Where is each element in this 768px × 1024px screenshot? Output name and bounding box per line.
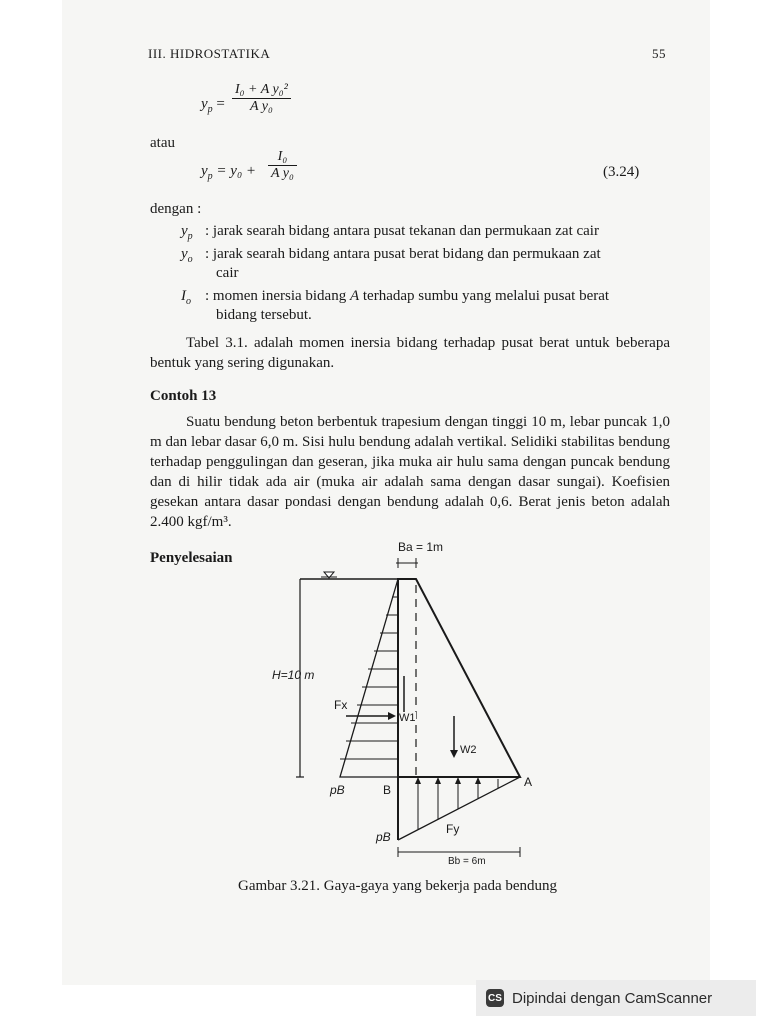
eq1-numerator: I₀ + A y₀² [235, 82, 288, 97]
def-yp-text: : jarak searah bidang antara pusat tekanan dan permukaan zat cair [205, 223, 599, 239]
chapter-header: III. HIDROSTATIKA [148, 46, 271, 61]
w2-label: W2 [460, 744, 477, 756]
fx-label: Fx [334, 698, 348, 712]
def-io-cont: bidang tersebut. [216, 307, 312, 323]
def-io-symbol: $I_o$ [181, 288, 191, 307]
eq2-numerator: I₀ [277, 149, 288, 164]
figure-caption: Gambar 3.21. Gaya-gaya yang bekerja pada bendung [238, 878, 558, 894]
point-a-label: A [524, 775, 533, 789]
bb-label: Bb = 6m [448, 856, 486, 867]
pb-bottom-label: pB [376, 830, 391, 844]
camscanner-badge [476, 980, 756, 1016]
eq1-denominator: A y₀ [249, 99, 273, 114]
eq2-denominator: A y₀ [271, 166, 294, 181]
example-paragraph: Suatu bendung beton berbentuk trapesium dengan tinggi 10 m, lebar puncak 1,0 m dan lebar dasar 6,0 m. Sisi hulu bendung adalah vertikal. Selidiki stabilitas bendung terhadap penggulingan dan geseran, jika muka air hulu sama dengan puncak bendung dan di hilir tidak ada air (muka air adalah sama dengan dasar sungai). Koefisien gesekan antara dasar pondasi dengan bendung adalah 0,6. Berat jenis beton adalah 2.400 kgf/m³. [150, 414, 670, 530]
table-note-paragraph: Tabel 3.1. adalah momen inersia bidang terhadap pusat berat untuk beberapa bentuk yang sering digunakan. [150, 335, 670, 371]
example-title: Contoh 13 [150, 388, 217, 404]
hydrostatic-pressure-triangle [340, 579, 398, 777]
w1-label: W1 [399, 712, 416, 724]
def-io-text: : momen inersia bidang A terhadap sumbu yang melalui pusat berat [205, 288, 610, 304]
camscanner-text: Dipindai dengan CamScanner [512, 989, 713, 1007]
dengan-text: dengan : [150, 201, 202, 217]
page-number: 55 [652, 46, 666, 61]
atau-text: atau [150, 135, 175, 151]
def-yo-cont: cair [216, 265, 239, 281]
dam-body [398, 579, 520, 777]
h-label: H=10 m [272, 668, 315, 682]
camscanner-logo-icon: CS [486, 989, 504, 1007]
ba-label: Ba = 1m [398, 540, 444, 554]
eq1-lhs: $y_p$ = [201, 96, 225, 115]
equation-number: (3.24) [603, 164, 640, 180]
point-b-label: B [383, 783, 392, 797]
solution-title: Penyelesaian [150, 550, 233, 566]
def-yo-text: : jarak searah bidang antara pusat berat bidang dan permukaan zat [205, 246, 601, 262]
eq2-lhs: $y_p = y_0$ + [201, 163, 257, 182]
fy-label: Fy [446, 822, 460, 836]
def-yp-symbol: $y_p$ [181, 223, 193, 242]
pb-top-label: pB [330, 783, 345, 797]
def-yo-symbol: $y_o$ [181, 246, 193, 265]
